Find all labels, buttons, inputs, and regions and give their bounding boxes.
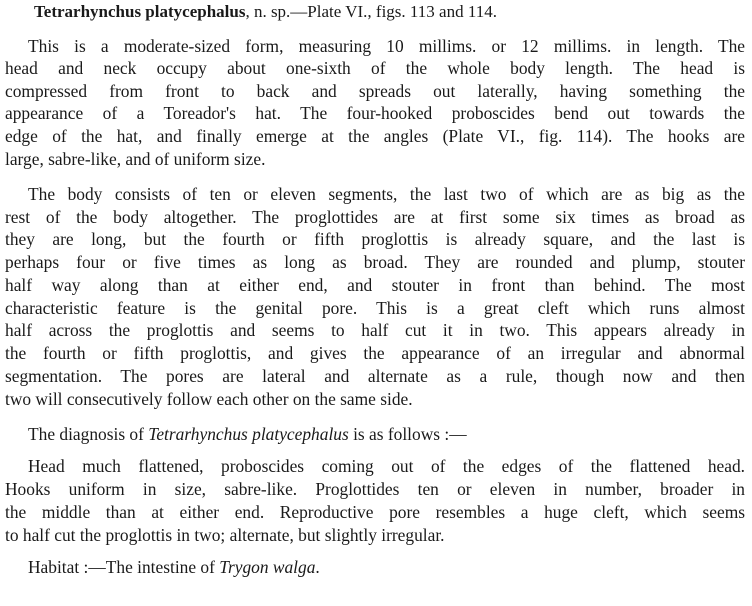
paragraph2-line: two will consecutively follow each other on the same side. (5, 389, 413, 409)
diagnosis-intro-after: is as follows :— (348, 424, 467, 444)
heading-species-name: Tetrarhynchus platycephalus (34, 2, 246, 21)
paragraph1-line: head and neck occupy about one-sixth of the whole body length. The head is (5, 58, 745, 78)
paragraph1-line: edge of the hat, and finally emerge at the angles (Plate VI., fig. 114). The hooks are (5, 126, 745, 146)
paragraph2-line: The body consists of ten or eleven segments, the last two of which are as big as the (28, 184, 745, 204)
diagnosis-line: Head much flattened, proboscides coming out of the edges of the flattened head. (28, 456, 745, 476)
paragraph2-line: perhaps four or five times as long as broad. They are rounded and plump, stouter (5, 252, 745, 272)
paragraph2-line: rest of the body altogether. The proglottides are at first some six times as broad as (5, 207, 745, 227)
paragraph1-line: This is a moderate-sized form, measuring 10 millims. or 12 millims. in length. The (28, 36, 745, 56)
species-heading (34, 1, 497, 23)
paragraph2-line: they are long, but the fourth or fifth proglottis is already square, and the last is (5, 229, 745, 249)
paragraph2-line: half way along than at either end, and stouter in front than behind. The most (5, 275, 745, 295)
habitat-host: Trygon walga (219, 557, 316, 577)
paragraph1-line: appearance of a Toreador's hat. The four-hooked proboscides bend out towards the (5, 103, 745, 123)
diagnosis-intro (28, 423, 467, 445)
paragraph1-line: compressed from front to back and spreads out laterally, having something the (5, 81, 745, 101)
diagnosis-line: the middle than at either end. Reproductive pore resembles a huge cleft, which seems (5, 502, 745, 522)
habitat-label: Habitat :—The intestine of (28, 557, 220, 577)
heading-plate-reference: , n. sp.—Plate VI., figs. 113 and 114. (245, 2, 497, 21)
habitat-end: . (315, 557, 320, 577)
diagnosis-species-name: Tetrarhynchus platycephalus (148, 424, 349, 444)
diagnosis-intro-before: The diagnosis of (28, 424, 149, 444)
paragraph2-line: half across the proglottis and seems to half cut it in two. This appears already in (5, 320, 745, 340)
paragraph2-line: characteristic feature is the genital pore. This is a great cleft which runs almost (5, 298, 745, 318)
diagnosis-line: Hooks uniform in size, sabre-like. Proglottides ten or eleven in number, broader in (5, 479, 745, 499)
diagnosis-line: to half cut the proglottis in two; alternate, but slightly irregular. (5, 525, 445, 545)
paragraph1-line: large, sabre-like, and of uniform size. (5, 149, 266, 169)
paragraph2-line: the fourth or fifth proglottis, and gives the appearance of an irregular and abnormal (5, 343, 745, 363)
paragraph2-line: segmentation. The pores are lateral and alternate as a rule, though now and then (5, 366, 745, 386)
habitat-line (28, 556, 320, 578)
